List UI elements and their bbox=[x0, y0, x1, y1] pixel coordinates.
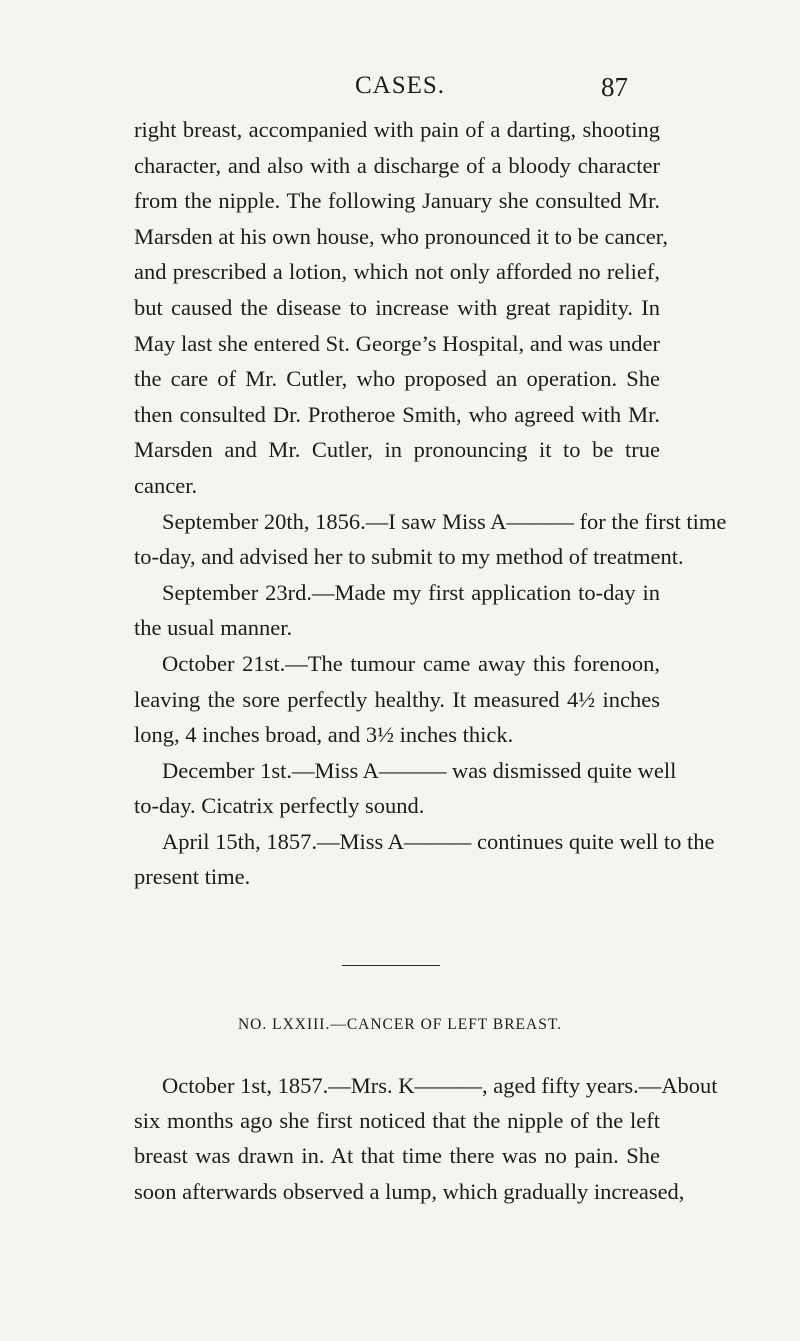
text-line: Marsden and Mr. Cutler, in pronouncing it to be true bbox=[134, 437, 660, 463]
text-line: the care of Mr. Cutler, who proposed an operation. She bbox=[134, 366, 660, 392]
text-line: May last she entered St. George’s Hospital, and was under bbox=[134, 330, 660, 356]
text-line: December 1st.—Miss A——— was dismissed quite well bbox=[162, 757, 677, 783]
text-line: cancer. bbox=[134, 472, 198, 498]
case-text bbox=[134, 1068, 718, 1209]
text-line: leaving the sore perfectly healthy. It measured 4½ inches bbox=[134, 686, 660, 712]
text-line: from the nipple. The following January she consulted Mr. bbox=[134, 188, 660, 214]
text-line: long, 4 inches broad, and 3½ inches thick. bbox=[134, 722, 514, 748]
text-line: October 1st, 1857.—Mrs. K———, aged fifty years.—About bbox=[162, 1073, 718, 1098]
body-text bbox=[134, 112, 727, 895]
text-line: and prescribed a lotion, which not only afforded no relief, bbox=[134, 259, 660, 285]
text-line: six months ago she first noticed that the nipple of the left bbox=[134, 1108, 660, 1134]
text-line: September 20th, 1856.—I saw Miss A——— for the first time bbox=[162, 508, 727, 534]
text-line: Marsden at his own house, who pronounced it to be cancer, bbox=[134, 223, 668, 249]
running-title: CASES. bbox=[354, 72, 446, 99]
case-heading: NO. LXXIII.—CANCER OF LEFT BREAST. bbox=[237, 1016, 563, 1033]
page-number: 87 bbox=[601, 72, 628, 102]
text-line: the usual manner. bbox=[134, 615, 293, 641]
text-line: but caused the disease to increase with great rapidity. In bbox=[134, 294, 660, 320]
running-head bbox=[0, 72, 800, 112]
text-line: present time. bbox=[134, 864, 251, 890]
text-line: October 21st.—The tumour came away this forenoon, bbox=[162, 650, 660, 676]
section-divider bbox=[342, 965, 440, 966]
text-line: breast was drawn in. At that time there was no pain. She bbox=[134, 1143, 660, 1169]
text-line: then consulted Dr. Protheroe Smith, who agreed with Mr. bbox=[134, 401, 660, 427]
text-line: soon afterwards observed a lump, which gradually increased, bbox=[134, 1178, 685, 1204]
text-line: right breast, accompanied with pain of a darting, shooting bbox=[134, 117, 660, 142]
text-line: character, and also with a discharge of a bloody character bbox=[134, 152, 660, 178]
text-line: to-day. Cicatrix perfectly sound. bbox=[134, 793, 425, 819]
text-line: to-day, and advised her to submit to my method of treatment. bbox=[134, 544, 684, 570]
text-line: April 15th, 1857.—Miss A——— continues quite well to the bbox=[162, 828, 715, 854]
text-line: September 23rd.—Made my first application to-day in bbox=[162, 579, 660, 605]
